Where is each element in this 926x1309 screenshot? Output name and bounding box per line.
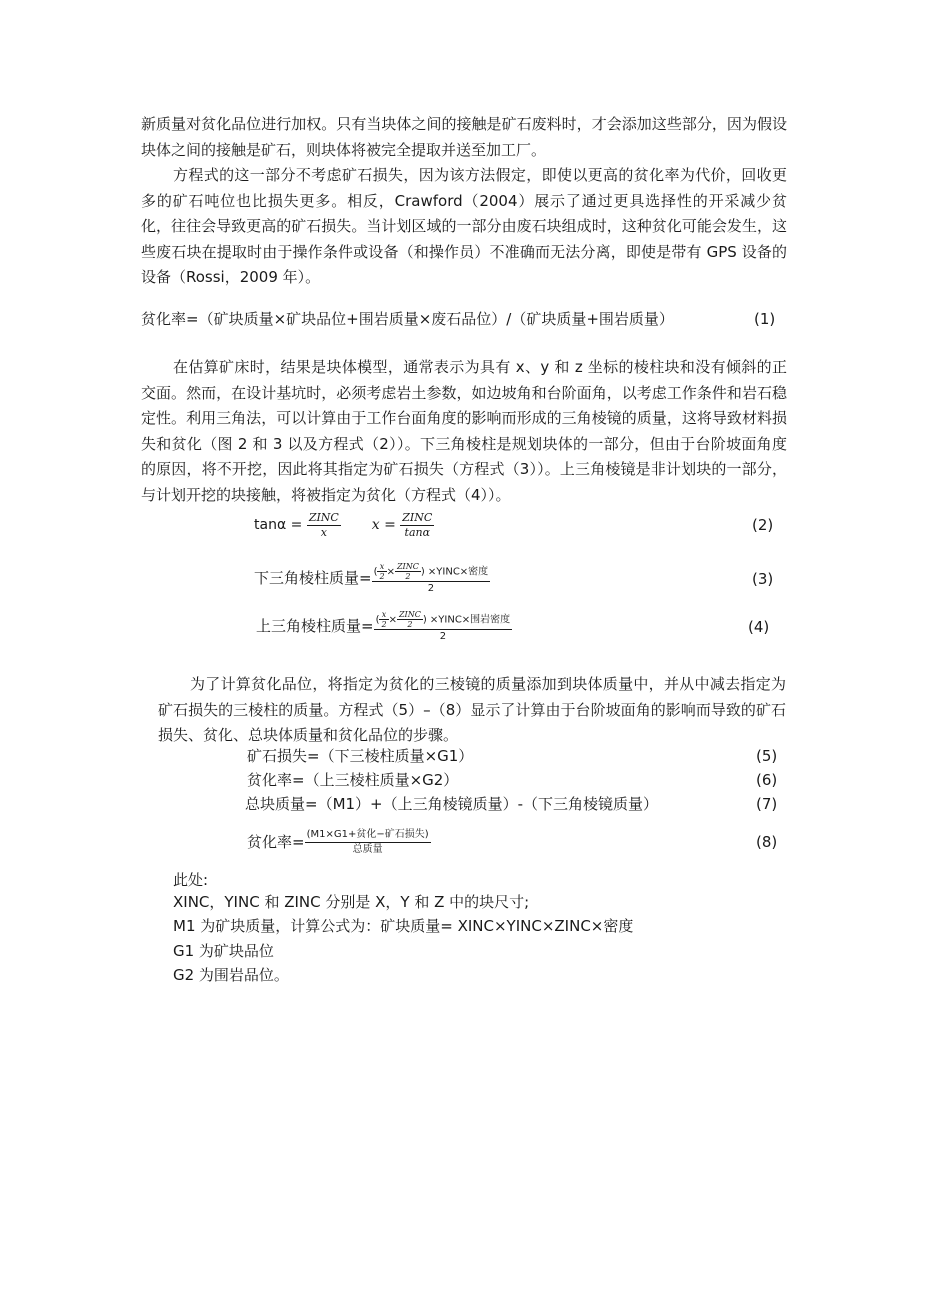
eq2-fraction-1 [307,511,341,540]
eq3-denominator: 2 [427,582,435,594]
equation-6-number: (6) [756,771,778,789]
eq2-frac2-denominator: tanα [404,525,431,539]
eq4-inner-frac-a: $\frac{x}{2}$ [381,609,387,629]
eq4-label: 上三角棱柱质量= [256,617,374,635]
equation-1-number: (1) [754,310,776,328]
eq8-denominator: 总质量 [352,844,383,855]
equation-2-number: (2) [752,516,774,534]
eq4-denominator: 2 [439,630,447,642]
equation-4-number: (4) [748,618,770,636]
equation-4 [256,606,512,646]
equation-7-number: (7) [756,795,778,813]
eq2-x-eq: x = [371,517,396,533]
equation-3 [254,558,490,598]
definitions-heading: 此处: [173,871,209,889]
eq4-numerator: ( $\frac{x}{2}$ × $\frac{\text{ZINC}}{2}$ ) ×YINC×围岩密度 [375,609,511,629]
eq2-fraction-2 [400,511,434,540]
equation-5: 矿石损失=（下三棱柱质量×G1） [247,747,474,765]
eq4-inner-frac-b: $\frac{\text{ZINC}}{2}$ [398,609,421,629]
eq3-inner-frac-b: $\frac{\text{ZINC}}{2}$ [396,561,419,581]
equation-7: 总块质量=（M1）+（上三角棱镜质量）-（下三角棱镜质量） [245,795,659,813]
equation-8-number: (8) [756,833,778,851]
eq3-numerator: ( $\frac{x}{2}$ × $\frac{\text{ZINC}}{2}$ ) ×YINC×密度 [373,561,489,581]
eq4-fraction [374,610,513,644]
paragraph-4: 为了计算贫化品位，将指定为贫化的三棱镜的质量添加到块体质量中，并从中减去指定为矿石损失的三棱柱的质量。方程式（5）–（8）显示了计算由于台阶坡面角的影响而导致的矿石损失、贫化、总块体质量和贫化品位的步骤。 [158,675,786,744]
equation-2 [254,508,434,542]
eq3-inner-frac-a: $\frac{x}{2}$ [379,561,385,581]
eq2-frac1-numerator: ZINC [308,510,339,524]
definition-1: XINC，YINC 和 ZINC 分别是 X，Y 和 Z 中的块尺寸; [173,893,530,911]
paragraph-3: 在估算矿床时，结果是块体模型，通常表示为具有 x、y 和 z 坐标的棱柱块和没有倾斜的正交面。然而，在设计基坑时，必须考虑岩土参数，如边坡角和台阶面角，以考虑工作条件和岩石稳定性。利用三角法，可以计算由于工作台面角度的影响而形成的三角棱镜的质量，这将导致材料损失和贫化（图 2 和 3 以及方程式（2））。下三角棱柱是规划块体的一部分，但由于台阶坡面角度的原因，将不开挖，因此将其指定为矿石损失（方程式（3））。上三角棱镜是非计划块的一部分，与计划开挖的块接触，将被指定为贫化（方程式（4））。 [141,358,787,504]
definition-4: G2 为围岩品位。 [173,966,289,984]
eq2-lhs: tanα = [254,517,303,533]
equation-3-number: (3) [752,570,774,588]
equation-8 [247,822,431,862]
eq3-label: 下三角棱柱质量= [254,569,372,587]
eq8-numerator: (M1×G1+贫化−矿石损失) [305,828,431,843]
eq8-label: 贫化率= [247,833,305,851]
paragraph-1: 新质量对贫化品位进行加权。只有当块体之间的接触是矿石废料时，才会添加这些部分，因为假设块体之间的接触是矿石，则块体将被完全提取并送至加工厂。 [141,115,787,159]
equation-5-number: (5) [756,747,778,765]
equation-6: 贫化率=（上三棱柱质量×G2） [247,771,459,789]
definition-3: G1 为矿块品位 [173,942,274,960]
paragraph-2: 方程式的这一部分不考虑矿石损失，因为该方法假定，即使以更高的贫化率为代价，回收更多的矿石吨位也比损失更多。相反，Crawford（2004）展示了通过更具选择性的开采减少贫化，往往会导致更高的矿石损失。当计划区域的一部分由废石块组成时，这种贫化可能会发生，这些废石块在提取时由于操作条件或设备（和操作员）不准确而无法分离，即使是带有 GPS 设备的设备（Rossi，2009 年）。 [141,166,787,286]
eq2-frac1-denominator: x [320,525,327,539]
eq2-frac2-numerator: ZINC [402,510,433,524]
eq8-fraction [305,828,431,857]
equation-1: 贫化率=（矿块质量×矿块品位+围岩质量×废石品位）/（矿块质量+围岩质量） [141,310,674,328]
definition-2: M1 为矿块质量，计算公式为：矿块质量= XINC×YINC×ZINC×密度 [173,917,634,935]
eq3-fraction [372,562,491,596]
